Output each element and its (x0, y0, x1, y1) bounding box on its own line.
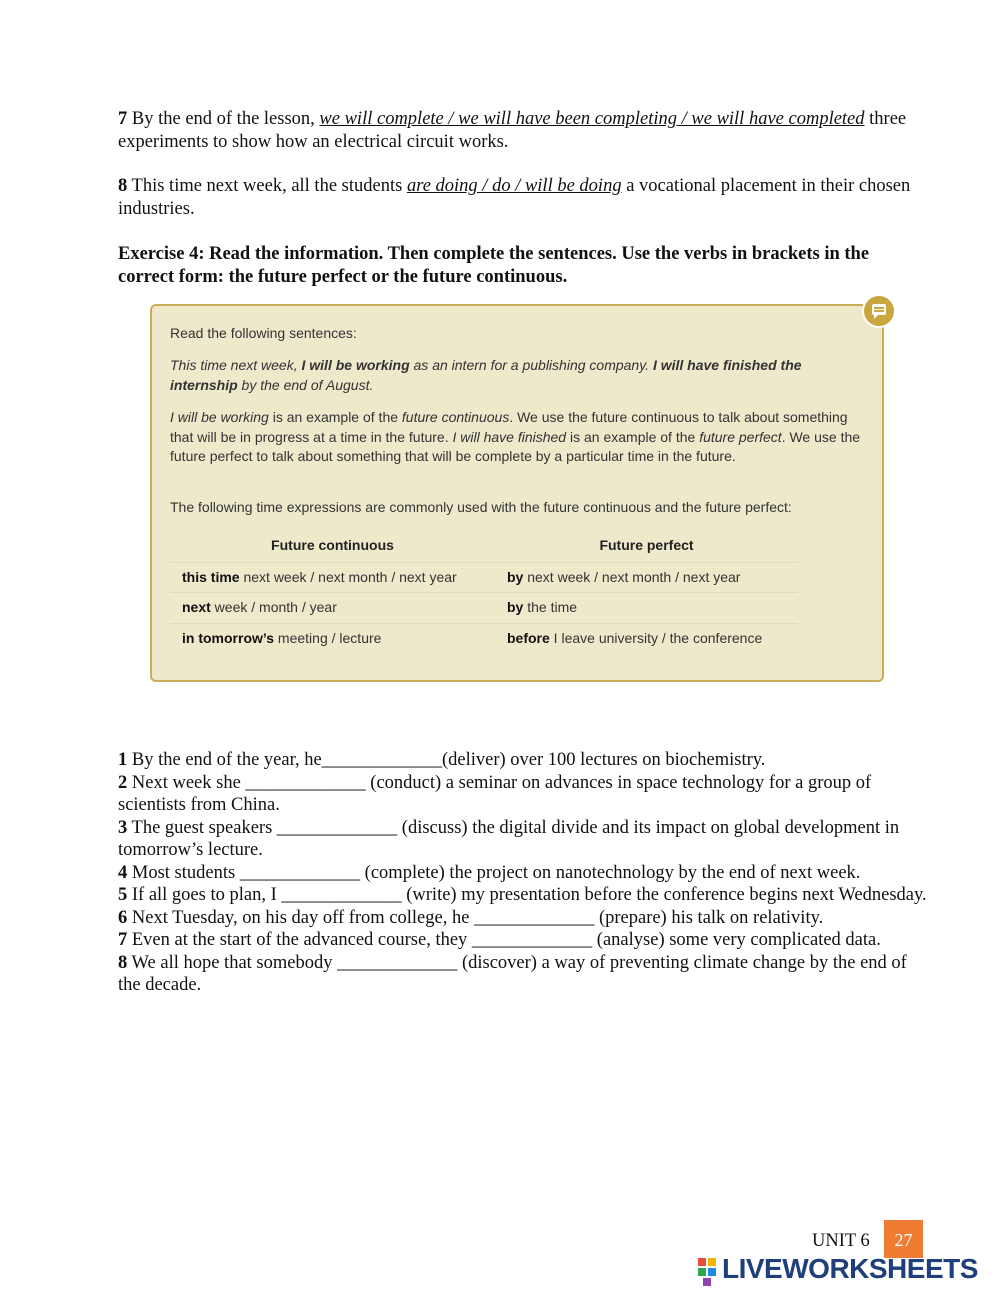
cell-text: meeting / lecture (274, 629, 382, 646)
cell-bold: before (507, 629, 550, 646)
exercise-4-heading-line1: Exercise 4: Read the information. Then complete the sentences. Use the verbs in brackets in the (118, 244, 870, 264)
list-item (118, 772, 933, 817)
info-example-part: as an intern for a publishing company. (409, 357, 653, 373)
cell-text: the time (523, 599, 578, 615)
question-7-options[interactable]: we will complete / we will have been completing / we will have completed (319, 109, 865, 129)
list-item (118, 862, 933, 885)
list-item (118, 749, 933, 772)
question-8-text-end: a vocational placement in their chosen industries. (118, 176, 911, 219)
info-term: I will have finished (452, 428, 567, 445)
info-example-part: This time next week, (170, 357, 302, 373)
exercise-4-heading-line2: correct form: the future perfect or the future continuous. (118, 266, 568, 287)
cell-text: week / month / year (210, 599, 337, 615)
sentence-number: 6 (118, 907, 128, 928)
unit-label: UNIT 6 (812, 1231, 870, 1251)
info-text: is an example of the (566, 428, 700, 445)
column-header-future-continuous: Future continuous (271, 537, 394, 553)
info-example-bold: I will have finished the internship (170, 357, 802, 393)
table-cell (170, 562, 495, 593)
info-text: . We use the future continuous to talk about something that will be in progress at a time in the future. (170, 409, 848, 445)
info-intro: Read the following sentences: (170, 325, 357, 341)
question-8 (118, 175, 928, 220)
table-cell (495, 593, 798, 624)
list-item (118, 952, 933, 997)
sentence-number: 1 (118, 750, 128, 770)
question-7-number: 7 (118, 109, 128, 129)
info-example-part: by the end of August. (237, 376, 374, 393)
column-header-future-perfect: Future perfect (599, 537, 694, 553)
question-8-options[interactable]: are doing / do / will be doing (406, 176, 622, 196)
cell-bold: this time (182, 568, 240, 585)
table-cell (495, 562, 798, 593)
sentence-text[interactable]: By the end of the year, he_____________(deliver) over 100 lectures on biochemistry. (127, 750, 766, 770)
sentence-text[interactable]: Most students _____________ (complete) the project on nanotechnology by the end of next week. (127, 862, 861, 883)
exercise-4-sentences (118, 749, 933, 997)
time-expressions-table (170, 532, 798, 653)
logo-text: LIVEWORKSHEETS (722, 1253, 978, 1284)
cell-text: next week / next month / next year (523, 568, 741, 585)
sentence-number: 4 (118, 862, 128, 883)
sentence-number: 7 (118, 930, 128, 950)
question-8-number: 8 (118, 176, 128, 196)
list-item (118, 907, 933, 930)
exercise-4-heading (118, 243, 928, 288)
info-example-bold: I will be working (301, 357, 410, 373)
table-row (170, 623, 798, 653)
cell-bold: by (507, 599, 524, 615)
sentence-number: 5 (118, 885, 128, 905)
table-row (170, 562, 798, 593)
list-item (118, 884, 933, 907)
sentence-text[interactable]: If all goes to plan, I _____________ (write) my presentation before the conference begins next Wednesday. (127, 885, 927, 905)
cell-bold: next (182, 599, 211, 615)
list-item (118, 817, 933, 862)
cell-bold: by (507, 568, 524, 585)
question-7 (118, 108, 928, 153)
sentence-text[interactable]: Even at the start of the advanced course, they _____________ (analyse) some very complicated data. (127, 930, 881, 950)
cell-text: I leave university / the conference (549, 629, 763, 646)
sentence-text[interactable]: Next Tuesday, on his day off from college, he _____________ (prepare) his talk on relativity. (127, 907, 824, 928)
info-time-intro: The following time expressions are commonly used with the future continuous and the future perfect: (170, 499, 792, 515)
table-cell (495, 623, 798, 653)
table-cell (170, 593, 495, 624)
info-example (170, 356, 870, 395)
info-term: I will be working (170, 409, 269, 425)
table-cell (170, 623, 495, 653)
info-text: . We use the future perfect to talk about something that will be complete by a particular time in the future. (170, 428, 861, 464)
question-8-text: This time next week, all the students (127, 176, 407, 196)
sentence-number: 3 (118, 817, 128, 838)
cell-bold: in tomorrow’s (182, 629, 275, 646)
list-item (118, 929, 933, 952)
table-row (170, 593, 798, 624)
cell-text: next week / next month / next year (239, 568, 457, 585)
sentence-text[interactable]: We all hope that somebody _____________ (discover) a way of preventing climate change by the end of the decade. (118, 952, 907, 995)
sentence-number: 2 (118, 772, 128, 793)
question-7-text-end: three experiments to show how an electrical circuit works. (118, 109, 907, 152)
info-text: is an example of the (268, 409, 402, 425)
sentence-text[interactable]: The guest speakers _____________ (discuss) the digital divide and its impact on global development in tomorrow’s lecture. (118, 817, 900, 860)
info-explanation (170, 408, 870, 467)
note-icon[interactable] (862, 294, 896, 328)
info-term: future continuous (401, 409, 510, 425)
page-number-badge: 27 (884, 1220, 923, 1258)
question-7-text: By the end of the lesson, (127, 109, 320, 129)
sentence-number: 8 (118, 952, 128, 973)
sentence-text[interactable]: Next week she _____________ (conduct) a seminar on advances in space technology for a group of scientists from China. (118, 772, 872, 815)
grammar-info-box (150, 304, 884, 682)
info-term: future perfect (699, 428, 782, 445)
